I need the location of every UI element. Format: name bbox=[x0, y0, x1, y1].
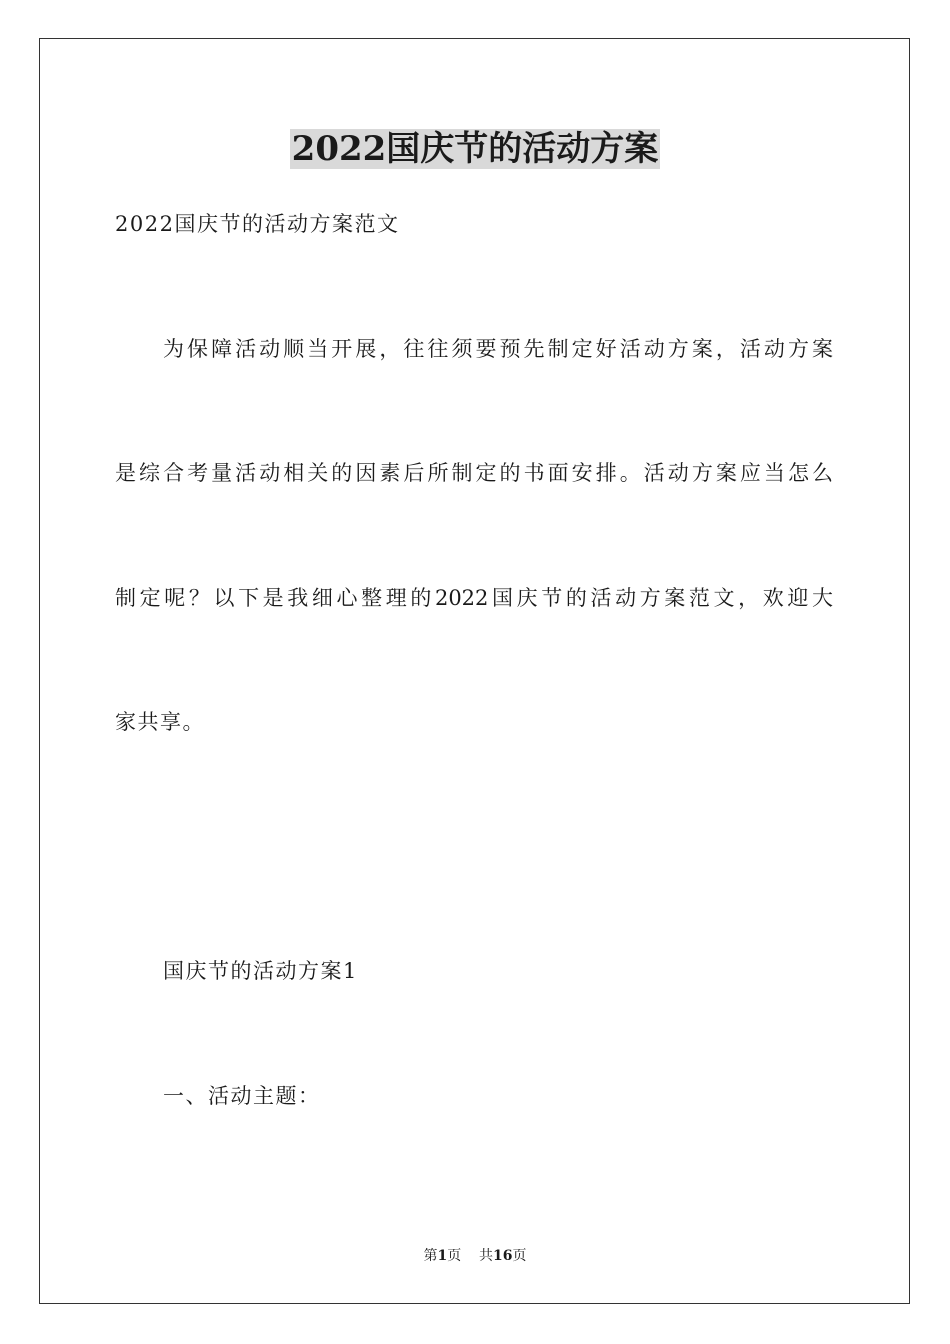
subsection-heading: 一、活动主题： bbox=[163, 1084, 321, 1108]
document-title bbox=[0, 125, 950, 173]
footer-page-suffix: 页 bbox=[447, 1248, 462, 1264]
document-title-text: 2022国庆节的活动方案 bbox=[291, 129, 659, 169]
document-subtitle: 2022国庆节的活动方案范文 bbox=[115, 212, 400, 236]
section-heading: 国庆节的活动方案1 bbox=[163, 959, 358, 983]
page-footer bbox=[0, 1246, 950, 1266]
paragraph-line-4: 家共享。 bbox=[115, 710, 205, 734]
paragraph-line-2: 是综合考量活动相关的因素后所制定的书面安排。活动方案应当怎么 bbox=[115, 461, 833, 485]
paragraph-line-3: 制定呢？以下是我细心整理的2022国庆节的活动方案范文，欢迎大 bbox=[115, 586, 833, 610]
footer-page-number: 1 bbox=[437, 1248, 448, 1264]
footer-total-prefix: 共 bbox=[479, 1248, 494, 1264]
footer-total-pages: 16 bbox=[493, 1248, 513, 1264]
paragraph-line-1: 为保障活动顺当开展，往往须要预先制定好活动方案，活动方案 bbox=[163, 337, 833, 361]
footer-total-suffix: 页 bbox=[512, 1248, 527, 1264]
footer-page-prefix: 第 bbox=[423, 1248, 438, 1264]
